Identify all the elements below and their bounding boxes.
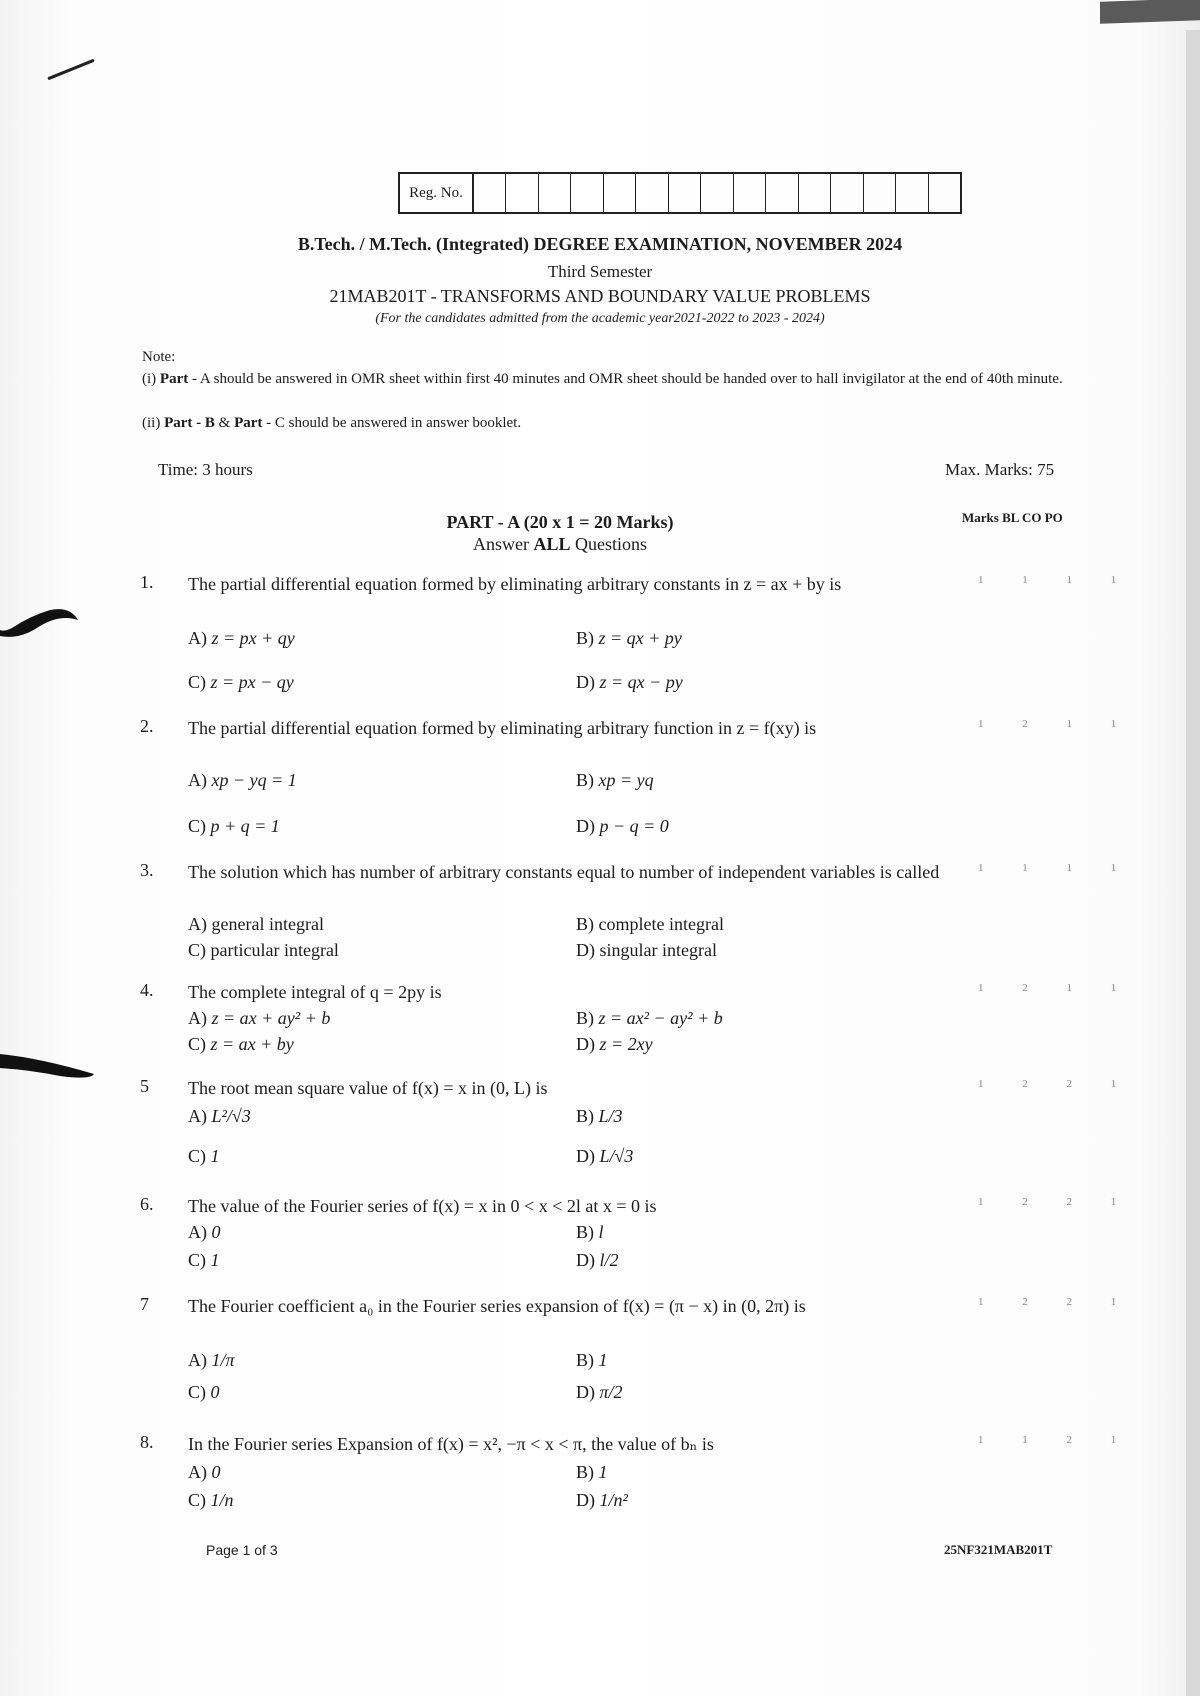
option-c[interactable]: C) 1 xyxy=(188,1146,220,1166)
note-2-mid: & xyxy=(214,415,235,431)
question-text: The root mean square value of f(x) = x in (0, L) is xyxy=(188,1078,548,1098)
part-a-instruction xyxy=(300,534,820,555)
exam-duration: Time: 3 hours xyxy=(158,460,253,479)
option-c[interactable]: C) 1/n xyxy=(188,1490,234,1510)
option-c[interactable]: C) 1 xyxy=(188,1250,220,1270)
reg-digit-cell[interactable] xyxy=(571,174,603,212)
instr-prefix: Answer xyxy=(472,534,534,554)
option-c[interactable]: C) 0 xyxy=(188,1382,220,1402)
question-marks: 1 2 2 1 xyxy=(978,1296,1135,1308)
question-number: 5 xyxy=(140,1076,149,1096)
part-a-title: PART - A (20 x 1 = 20 Marks) xyxy=(446,512,674,532)
question-marks: 1 1 2 1 xyxy=(978,1434,1135,1446)
note-2-prefix: (ii) xyxy=(142,415,165,431)
course-title: 21MAB201T - TRANSFORMS AND BOUNDARY VALUE PROBLEMS xyxy=(329,286,871,306)
option-c[interactable]: C) particular integral xyxy=(188,940,339,960)
question-text: The Fourier coefficient a₀ in the Fourier series expansion of f(x) = (π − x) in (0, 2π) is xyxy=(188,1296,806,1316)
option-d[interactable]: D) π/2 xyxy=(576,1382,623,1402)
option-b[interactable]: B) z = qx + py xyxy=(576,628,682,648)
question-text: In the Fourier series Expansion of f(x) = x², −π < x < π, the value of bₙ is xyxy=(188,1434,714,1454)
option-d[interactable]: D) L/√3 xyxy=(576,1146,634,1166)
reg-digit-cell[interactable] xyxy=(539,174,571,212)
option-b[interactable]: B) L/3 xyxy=(576,1106,623,1126)
note-1-prefix: (i) xyxy=(142,371,160,387)
question-number: 8. xyxy=(140,1432,154,1452)
option-c[interactable]: C) z = ax + by xyxy=(188,1034,294,1054)
note-1-text: - A should be answered in OMR sheet within first 40 minutes and OMR sheet should be handed over to hall invigilator at the end of 40th minute. xyxy=(188,371,1063,387)
note-title: Note: xyxy=(142,349,176,365)
scan-edge-shadow xyxy=(1100,0,1200,24)
option-a[interactable]: A) z = px + qy xyxy=(188,628,295,648)
option-b[interactable]: B) z = ax² − ay² + b xyxy=(576,1008,723,1028)
question-number: 7 xyxy=(140,1294,149,1314)
note-line-1 xyxy=(142,368,1092,390)
option-d[interactable]: D) l/2 xyxy=(576,1250,619,1270)
reg-digit-cell[interactable] xyxy=(864,174,896,212)
question-marks: 1 2 1 1 xyxy=(978,718,1135,730)
question-number: 3. xyxy=(140,860,154,880)
option-a[interactable]: A) L²/√3 xyxy=(188,1106,251,1126)
reg-digit-cell[interactable] xyxy=(831,174,863,212)
option-b[interactable]: B) 1 xyxy=(576,1350,608,1370)
binding-clip-mark-lower xyxy=(0,1050,96,1080)
question-number: 6. xyxy=(140,1194,154,1214)
instr-bold: ALL xyxy=(533,534,571,554)
paper-code: 25NF321MAB201T xyxy=(944,1542,1053,1557)
option-a[interactable]: A) 0 xyxy=(188,1462,221,1482)
question-text: The solution which has number of arbitrary constants equal to number of independent variables is called xyxy=(188,862,940,882)
reg-digit-cell[interactable] xyxy=(474,174,506,212)
question-number: 4. xyxy=(140,980,154,1000)
reg-no-label: Reg. No. xyxy=(400,174,474,212)
reg-digit-cell[interactable] xyxy=(669,174,701,212)
option-b[interactable]: B) l xyxy=(576,1222,604,1242)
question-marks: 1 1 1 1 xyxy=(978,862,1135,874)
note-2-bold2: Part xyxy=(234,415,263,431)
page-number: Page 1 of 3 xyxy=(206,1542,278,1558)
note-line-2 xyxy=(142,412,1092,434)
option-b[interactable]: B) xp = yq xyxy=(576,770,654,790)
semester: Third Semester xyxy=(547,262,653,281)
reg-digit-cell[interactable] xyxy=(896,174,928,212)
option-d[interactable]: D) z = 2xy xyxy=(576,1034,653,1054)
option-d[interactable]: D) p − q = 0 xyxy=(576,816,669,836)
binding-clip-mark xyxy=(0,606,80,642)
question-text: The partial differential equation formed by eliminating arbitrary function in z = f(xy) is xyxy=(188,718,817,738)
reg-digit-cell[interactable] xyxy=(799,174,831,212)
option-a[interactable]: A) xp − yq = 1 xyxy=(188,770,297,790)
option-a[interactable]: A) z = ax + ay² + b xyxy=(188,1008,331,1028)
option-b[interactable]: B) complete integral xyxy=(576,914,724,934)
marks-columns-header: Marks BL CO PO xyxy=(962,510,1063,525)
question-marks: 1 2 2 1 xyxy=(978,1078,1135,1090)
reg-digit-cell[interactable] xyxy=(766,174,798,212)
scan-edge-right xyxy=(1186,30,1200,1696)
reg-digit-cell[interactable] xyxy=(734,174,766,212)
option-a[interactable]: A) 1/π xyxy=(188,1350,235,1370)
option-d[interactable]: D) z = qx − py xyxy=(576,672,683,692)
option-c[interactable]: C) z = px − qy xyxy=(188,672,294,692)
pen-stroke-mark xyxy=(47,59,94,81)
instr-suffix: Questions xyxy=(570,534,647,554)
question-text: The partial differential equation formed by eliminating arbitrary constants in z = ax + by is xyxy=(188,574,842,594)
question-text: The value of the Fourier series of f(x) = x in 0 < x < 2l at x = 0 is xyxy=(188,1196,657,1216)
question-number: 1. xyxy=(140,572,154,592)
option-a[interactable]: A) general integral xyxy=(188,914,324,934)
question-text: The complete integral of q = 2py is xyxy=(188,982,442,1002)
option-b[interactable]: B) 1 xyxy=(576,1462,608,1482)
max-marks: Max. Marks: 75 xyxy=(945,460,1055,479)
reg-digit-cell[interactable] xyxy=(636,174,668,212)
option-c[interactable]: C) p + q = 1 xyxy=(188,816,280,836)
question-marks: 1 2 1 1 xyxy=(978,982,1135,994)
reg-digit-cell[interactable] xyxy=(506,174,538,212)
note-2-text: - C should be answered in answer booklet. xyxy=(262,415,522,431)
note-2-bold: Part - B xyxy=(164,415,215,431)
registration-number-box[interactable] xyxy=(398,172,962,214)
question-marks: 1 2 2 1 xyxy=(978,1196,1135,1208)
note-1-bold: Part xyxy=(159,371,189,387)
admission-note: (For the candidates admitted from the academic year2021-2022 to 2023 - 2024) xyxy=(375,311,825,326)
exam-title: B.Tech. / M.Tech. (Integrated) DEGREE EXAMINATION, NOVEMBER 2024 xyxy=(297,234,903,254)
reg-digit-cell[interactable] xyxy=(701,174,733,212)
reg-digit-cell[interactable] xyxy=(604,174,636,212)
option-d[interactable]: D) 1/n² xyxy=(576,1490,628,1510)
option-a[interactable]: A) 0 xyxy=(188,1222,221,1242)
question-number: 2. xyxy=(140,716,154,736)
question-marks: 1 1 1 1 xyxy=(978,574,1135,586)
option-d[interactable]: D) singular integral xyxy=(576,940,717,960)
reg-digit-cell[interactable] xyxy=(929,174,960,212)
